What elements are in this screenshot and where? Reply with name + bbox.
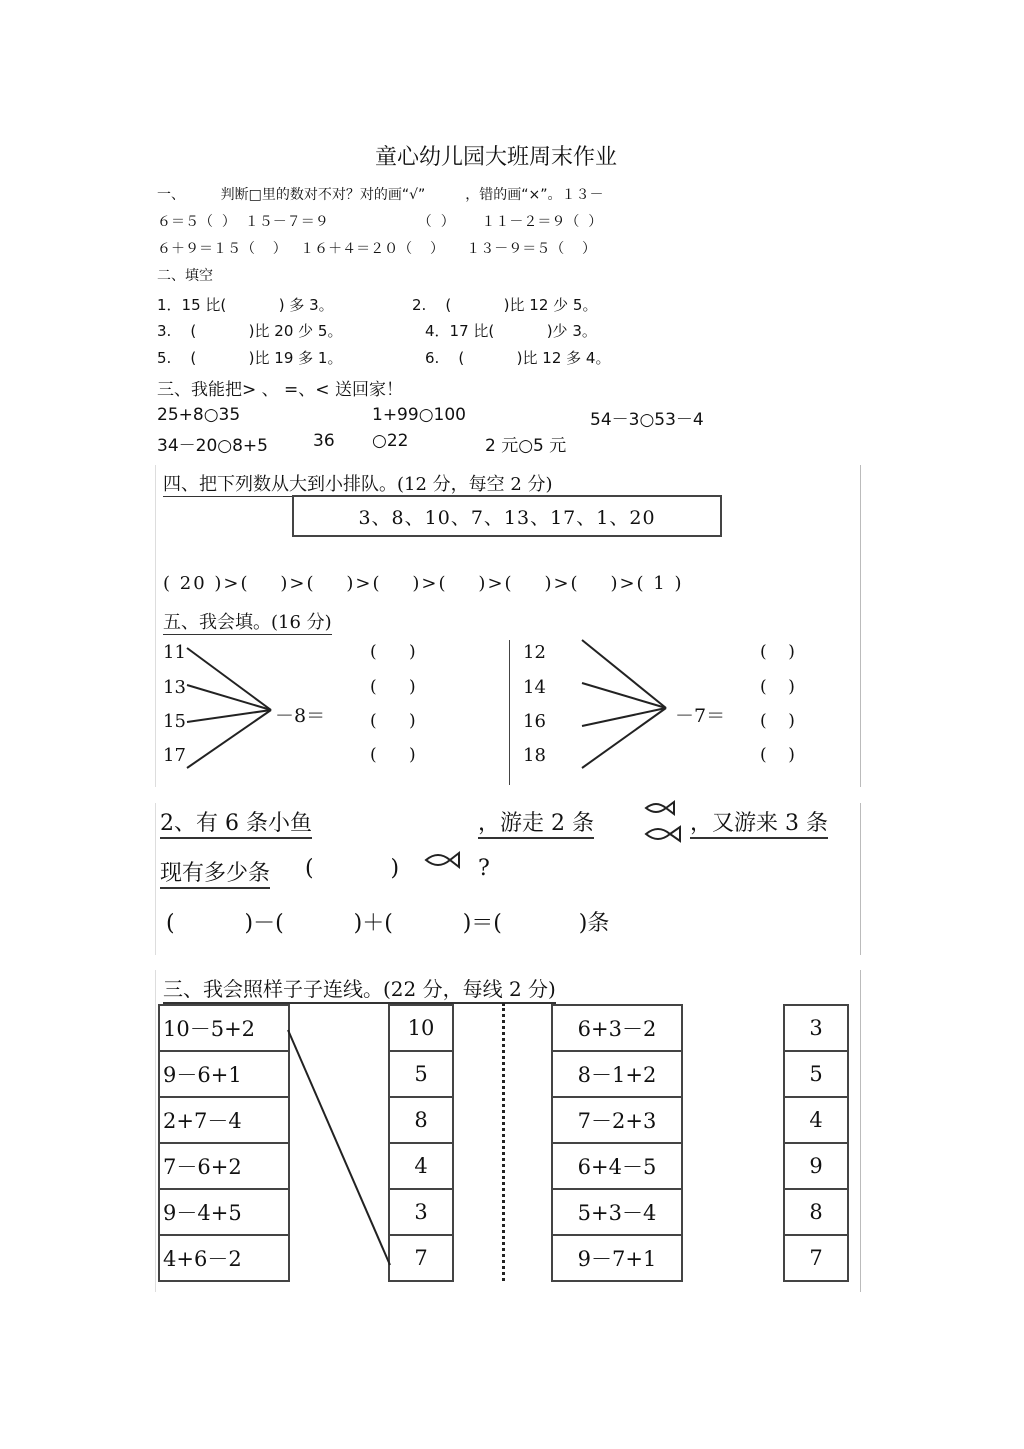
left-expression-cell: 9－4+5 <box>158 1188 290 1236</box>
matching-heading: 三、我会照样子子连线。(22 分，每线 2 分) <box>163 973 556 1004</box>
compare-2: 1+99○100 <box>372 405 466 425</box>
section2-heading: 二、填空 <box>157 268 213 284</box>
fan-left-number-3: 15 <box>163 711 186 732</box>
section1-line3: ６＋９＝１５（ ） １６＋４＝２０（ ） １３－９＝５（ ） <box>157 241 597 257</box>
section1-line2: ６＝５（ ） １５－７＝９ （ ） １１－２＝９（ ） <box>157 214 603 230</box>
fan-left-lines <box>185 640 275 775</box>
fan-left-number-4: 17 <box>163 745 186 766</box>
left-expression-cell: 2+7－4 <box>158 1096 290 1144</box>
fan-divider <box>509 640 510 785</box>
fan-right-number-1: 12 <box>523 642 546 663</box>
fan-left-operation: －8＝ <box>275 705 326 727</box>
fish-line1-middle: ，游走 2 条 <box>478 806 594 839</box>
right-answer-cell: 8 <box>783 1188 849 1236</box>
left-expression-cell: 10－5+2 <box>158 1004 290 1052</box>
page-title: 童心幼儿园大班周末作业 <box>375 145 618 170</box>
left-expression-cell: 9－6+1 <box>158 1050 290 1098</box>
fill-item-1: 1．15 比( ) 多 3。 <box>157 296 334 314</box>
left-answer-cell: 7 <box>388 1234 454 1282</box>
fill-item-3: 3. ( )比 20 少 5。 <box>157 322 343 340</box>
fan-right-number-3: 16 <box>523 711 546 732</box>
fish-line2-start: 现有多少条 <box>160 856 270 889</box>
right-expression-cell: 6+3－2 <box>551 1004 683 1052</box>
left-expression-cell: 7－6+2 <box>158 1142 290 1190</box>
section4-heading: 四、把下列数从大到小排队。(12 分，每空 2 分) <box>163 470 553 497</box>
fan-left-number-2: 13 <box>163 677 186 698</box>
left-answer-cell: 8 <box>388 1096 454 1144</box>
fill-item-6: 6. ( )比 12 多 4。 <box>425 349 611 367</box>
right-answer-cell: 4 <box>783 1096 849 1144</box>
compare-5a: 36 <box>313 431 335 451</box>
matching-dotted-divider <box>502 1003 505 1281</box>
right-expression-cell: 7－2+3 <box>551 1096 683 1144</box>
fan-left-blank-4: ( ) <box>370 745 416 765</box>
fish-line1-end: ，又游来 3 条 <box>690 806 828 839</box>
left-expression-cell: 4+6－2 <box>158 1234 290 1282</box>
right-answer-cell: 3 <box>783 1004 849 1052</box>
right-expression-cell: 9－7+1 <box>551 1234 683 1282</box>
fill-item-2: 2. ( )比 12 少 5。 <box>412 296 598 314</box>
compare-1: 25+8○35 <box>157 405 241 425</box>
fan-left-blank-2: ( ) <box>370 677 416 697</box>
fill-item-4: 4．17 比( )少 3。 <box>425 322 597 340</box>
fan-left-blank-1: ( ) <box>370 642 416 662</box>
compare-6: 2 元○5 元 <box>485 436 567 456</box>
fan-right-blank-3: ( ) <box>760 711 795 731</box>
fan-right-blank-4: ( ) <box>760 745 795 765</box>
compare-5b: ○22 <box>372 431 409 451</box>
fan-right-blank-1: ( ) <box>760 642 795 662</box>
fan-right-lines <box>580 638 670 773</box>
fish-line1-start: 2、有 6 条小鱼 <box>160 806 312 839</box>
right-answer-cell: 7 <box>783 1234 849 1282</box>
left-answer-cell: 4 <box>388 1142 454 1190</box>
right-answer-cell: 9 <box>783 1142 849 1190</box>
fan-right-blank-2: ( ) <box>760 677 795 697</box>
right-expression-cell: 5+3－4 <box>551 1188 683 1236</box>
section5-heading: 五、我会填。(16 分) <box>163 608 332 635</box>
fish-line2-question: ? <box>478 856 490 881</box>
left-answer-cell: 3 <box>388 1188 454 1236</box>
number-box <box>292 495 722 537</box>
section3-heading: 三、我能把> 、 =、< 送回家！ <box>157 380 403 400</box>
fish-icon-small <box>422 848 462 873</box>
section1-line1: 一、 判断□里的数对不对？对的画“√” ，错的画“×”。１３－ <box>157 187 604 203</box>
fish-icon <box>640 800 685 850</box>
number-list: 3、8、10、7、13、17、1、20 <box>358 506 656 529</box>
fish-equation: ( )－( )＋( )＝( )条 <box>166 911 610 936</box>
left-answer-cell: 10 <box>388 1004 454 1052</box>
fan-right-operation: －7＝ <box>675 705 726 727</box>
example-connection-line <box>280 1000 400 1280</box>
right-expression-cell: 6+4－5 <box>551 1142 683 1190</box>
order-answer-row: ( 20 )>( )>( )>( )>( )>( )>( )>( 1 ) <box>163 573 684 594</box>
compare-4: 34－20○8+5 <box>157 436 268 456</box>
fish-line2-blank: ( ) <box>305 856 400 881</box>
fill-item-5: 5. ( )比 19 多 1。 <box>157 349 343 367</box>
fan-right-number-4: 18 <box>523 745 546 766</box>
fan-right-number-2: 14 <box>523 677 546 698</box>
right-answer-cell: 5 <box>783 1050 849 1098</box>
left-answer-cell: 5 <box>388 1050 454 1098</box>
fan-left-number-1: 11 <box>163 642 186 663</box>
compare-3: 54－3○53－4 <box>590 410 704 430</box>
fan-left-blank-3: ( ) <box>370 711 416 731</box>
right-expression-cell: 8－1+2 <box>551 1050 683 1098</box>
